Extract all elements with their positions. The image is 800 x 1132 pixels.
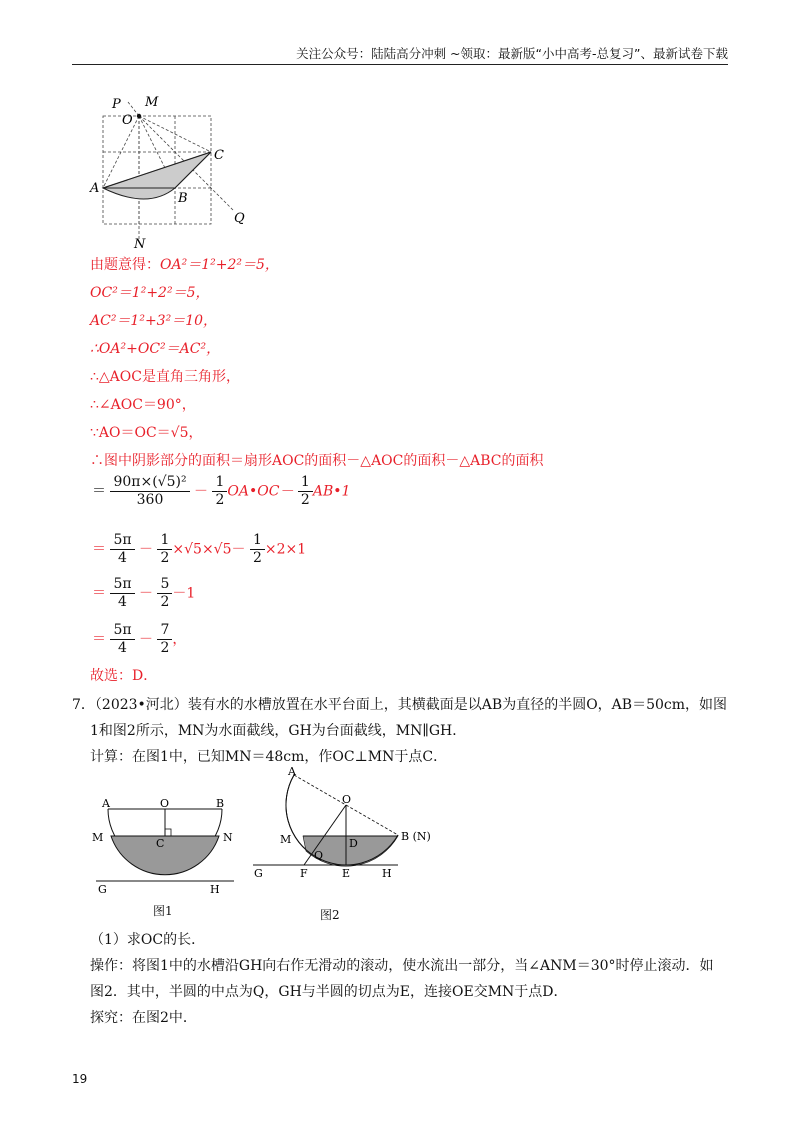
answer-line: 故选：D． — [90, 668, 158, 684]
solution-line-8: ∴图中阴影部分的面积＝扇形AOC的面积－△AOC的面积－△ABC的面积 — [90, 453, 544, 469]
fig1-label-G: G — [98, 883, 107, 896]
figure-1-caption: 图1 — [153, 904, 173, 918]
solution-line-3: AC²＝1²+3²＝10， — [90, 313, 218, 329]
fig2-label-D: D — [349, 837, 358, 850]
problem-7-line-2: 1和图2所示，MN为水面截线，GH为台面截线，MN∥GH． — [90, 723, 467, 739]
fig2-label-O: O — [342, 793, 352, 806]
fig2-label-H: H — [382, 867, 392, 880]
fig2-label-BN: B (N) — [401, 830, 431, 843]
fig1-label-A: A — [102, 797, 110, 810]
label-O: O — [122, 113, 133, 128]
label-A: A — [90, 181, 100, 196]
label-C: C — [214, 148, 224, 163]
fig2-label-A: A — [288, 765, 296, 778]
page-number: 19 — [72, 1072, 88, 1086]
problem-7-line-3: 计算：在图1中，已知MN＝48cm，作OC⊥MN于点C． — [90, 749, 448, 765]
grid-sector-figure — [88, 92, 258, 252]
fig1-label-N: N — [223, 831, 233, 844]
question-1: （1）求OC的长． — [90, 932, 206, 948]
eq-sign: ＝ — [92, 483, 106, 500]
fig1-label-O: O — [160, 797, 170, 810]
operation-line-1: 操作：将图1中的水槽沿GH向右作无滑动的滚动，使水流出一部分，当∠ANM＝30°时停止滚动．如 — [90, 958, 714, 974]
fraction-sector: $\frac{\text{90π×(√5)²}}{360}$ — [110, 474, 189, 509]
solution-line-7: ∵AO＝OC＝√5， — [90, 425, 203, 441]
fig2-label-F: F — [300, 867, 308, 880]
label-B: B — [178, 191, 188, 206]
equation-2: ＝ $\frac{5\pi}{4}$ － $\frac{1}{2}$ ×√5×√5－ $\frac{1}{2}$ ×2×1 — [92, 532, 307, 566]
fig2-label-M: M — [280, 833, 292, 846]
solution-line-4: ∴OA²+OC²＝AC²， — [90, 341, 221, 357]
label-Q: Q — [234, 211, 245, 226]
solution-line-5: ∴△AOC是直角三角形， — [90, 369, 240, 385]
fig1-label-M: M — [92, 831, 104, 844]
operation-line-2: 图2．其中，半圆的中点为Q，GH与半圆的切点为E，连接OE交MN于点D． — [90, 984, 568, 1000]
fig2-label-Q: Q — [314, 849, 324, 862]
label-M: M — [145, 95, 159, 110]
solution-line-2: OC²＝1²+2²＝5， — [90, 285, 210, 301]
page-header: 关注公众号：陆陆高分冲刺 ~领取：最新版“小中高考-总复习”、最新试卷下载 — [72, 44, 728, 65]
equation-3: ＝ $\frac{5\pi}{4}$ － $\frac{5}{2}$ －1 — [92, 576, 196, 610]
fig1-label-B: B — [216, 797, 225, 810]
figure-2 — [248, 765, 438, 890]
fig1-label-C: C — [156, 837, 165, 850]
figure-2-caption: 图2 — [320, 908, 340, 922]
equation-1: ＝ $\frac{\text{90π×(√5)²}}{360}$ － $\frac{1}{2}$ OA•OC－ $\frac{1}{2}$ AB•1 — [92, 474, 351, 508]
label-P: P — [112, 97, 121, 112]
equation-4: ＝ $\frac{5\pi}{4}$ － $\frac{7}{2}$ ， — [92, 622, 187, 656]
fig2-label-E: E — [342, 867, 351, 880]
fig1-label-H: H — [210, 883, 220, 896]
fig2-label-G: G — [254, 867, 263, 880]
explore-line: 探究：在图2中． — [90, 1010, 197, 1026]
problem-7-line-1: 7．（2023•河北）装有水的水槽放置在水平台面上，其横截面是以AB为直径的半圆O，AB＝50cm，如图 — [72, 697, 728, 713]
solution-line-1: 由题意得：OA²＝1²+2²＝5， — [90, 257, 279, 273]
label-N: N — [134, 237, 146, 252]
solution-line-6: ∴∠AOC＝90°， — [90, 397, 196, 413]
